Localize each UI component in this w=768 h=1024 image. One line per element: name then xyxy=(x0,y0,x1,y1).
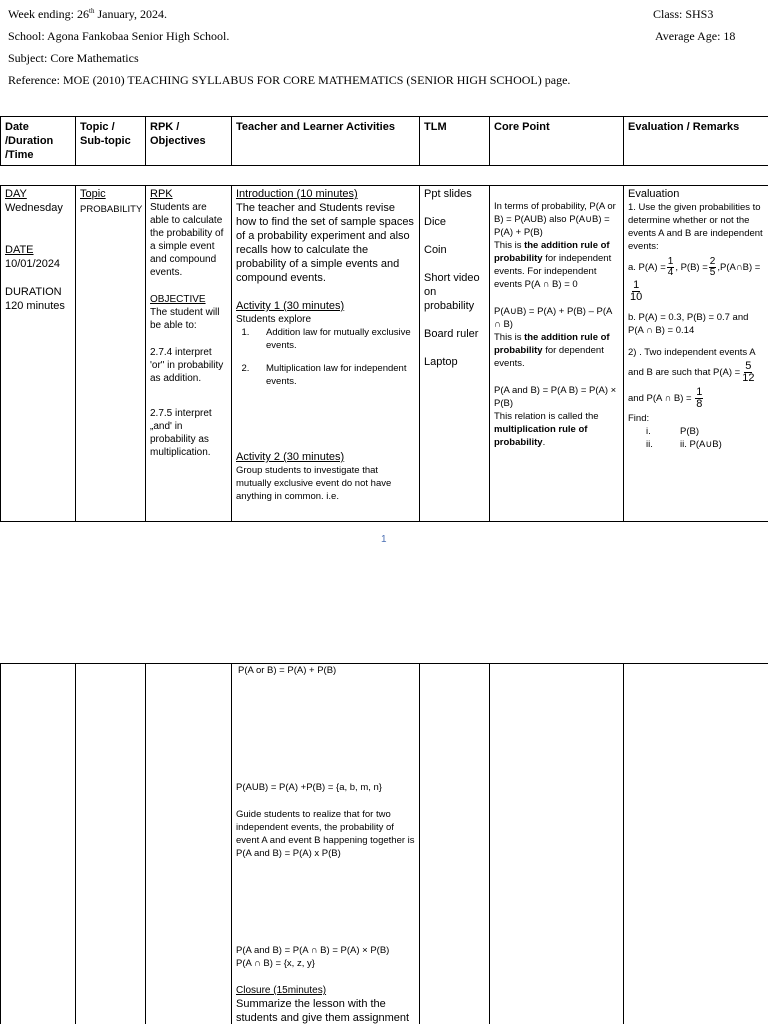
cont-date-cell xyxy=(1,664,76,1024)
duration-label: DURATION xyxy=(5,286,62,298)
eval-q1a xyxy=(628,257,764,303)
formula-a-and-b: P(A and B) = P(A ∩ B) = P(A) × P(B) xyxy=(236,945,390,956)
rpk-label: RPK xyxy=(150,188,173,200)
eval-q1a-prefix: a. P(A) = xyxy=(628,262,666,274)
core-point-cell xyxy=(490,186,624,522)
frac-b-den: 5 xyxy=(709,267,716,278)
activity2-label: Activity 2 (30 minutes) xyxy=(236,451,345,463)
tlm-item: Coin xyxy=(424,244,447,256)
activity1-intro: Students explore xyxy=(236,314,312,325)
eval-find-item-text: ii. P(A∪B) xyxy=(680,439,722,450)
topic-cell xyxy=(76,186,146,522)
eval-find-label: Find: xyxy=(628,413,650,424)
activity2-text: Group students to investigate that mutually exclusive event do not have anything in common. i.e. xyxy=(236,465,392,502)
day-label: DAY xyxy=(5,188,27,200)
week-ending-sup: th xyxy=(89,7,95,15)
cont-topic-cell xyxy=(76,664,146,1024)
col-activities-header: Teacher and Learner Activities xyxy=(232,117,420,166)
frac-c-den: 10 xyxy=(630,291,643,303)
core-p1-rule xyxy=(494,239,619,291)
eval-q1a-pab: ,P(A∩B) = xyxy=(717,262,761,274)
activity1-item: 1. Addition law for mutually exclusive events. xyxy=(252,326,415,352)
frac-e-den: 8 xyxy=(696,398,703,410)
eval-q1a-pb: , P(B) = xyxy=(675,262,708,274)
average-age-line: Average Age: 18 xyxy=(655,29,736,43)
objective-item-1: 2.7.4 interpret 'or" in probability as addition. xyxy=(150,347,224,384)
core-p3-rule-text: multiplication rule of probability xyxy=(494,424,588,448)
evaluation-cell xyxy=(624,186,768,522)
core-p2-formula: P(A∪B) = P(A) + P(B) – P(A ∩ B) xyxy=(494,306,612,330)
reference-line: Reference: MOE (2010) TEACHING SYLLABUS FOR CORE MATHEMATICS (SENIOR HIGH SCHOOL) page. xyxy=(8,73,571,87)
frac-e-num: 1 xyxy=(696,386,703,398)
frac-c xyxy=(629,280,643,303)
frac-a xyxy=(667,257,675,278)
formula-a-or-b: P(A or B) = P(A) + P(B) xyxy=(238,665,337,676)
rpk-text: Students are able to calculate the probability of a simple event and compound events. xyxy=(150,202,224,278)
core-p3-text: This relation is called the xyxy=(494,411,599,422)
activities-cell xyxy=(232,186,420,522)
duration-value: 120 minutes xyxy=(5,300,65,312)
eval-find-item xyxy=(646,438,764,451)
lesson-header-table xyxy=(0,116,768,166)
frac-d xyxy=(741,361,755,384)
closure-label: Closure (15minutes) xyxy=(236,985,327,996)
formula-a-cap-b: P(A ∩ B) = {x, z, y} xyxy=(236,958,315,969)
eval-q1b: b. P(A) = 0.3, P(B) = 0.7 and P(A ∩ B) = 0.14 xyxy=(628,312,749,336)
core-p1-bold: the addition rule of probability xyxy=(494,240,610,264)
col-evaluation-header: Evaluation / Remarks xyxy=(624,117,768,166)
school-line: School: Agona Fankobaa Senior High School. xyxy=(8,29,230,43)
eval-find-item-text: P(B) xyxy=(680,426,699,437)
frac-a-num: 1 xyxy=(667,256,674,267)
col-tlm-header: TLM xyxy=(420,117,490,166)
tlm-item: Laptop xyxy=(424,356,458,368)
objective-intro: The student will be able to: xyxy=(150,307,220,331)
eval-find-item-num: ii. xyxy=(646,439,653,450)
tlm-item: Ppt slides xyxy=(424,188,472,200)
cont-core-cell xyxy=(490,664,624,1024)
lesson-continuation-table xyxy=(0,663,768,1024)
tlm-item: Board ruler xyxy=(424,328,479,340)
intro-text: The teacher and Students revise how to find the set of sample spaces of a probability experiment and also recalls how to calculate the probability of a simple events and compound events. xyxy=(236,202,414,284)
frac-d-den: 12 xyxy=(742,372,755,384)
page-number: 1 xyxy=(381,534,387,545)
topic-label: Topic xyxy=(80,188,106,200)
formula-aub: P(AUB) = P(A) +P(B) = {a, b, m, n} xyxy=(236,782,382,793)
col-topic-header: Topic / Sub-topic xyxy=(76,117,146,166)
week-ending-suffix: January, 2024. xyxy=(94,7,168,21)
frac-e xyxy=(695,387,703,410)
core-p3-dot: . xyxy=(542,437,546,448)
frac-b-num: 2 xyxy=(709,256,716,267)
core-p1-post: for independent events. For independent events P(A ∩ B) = 0 xyxy=(494,253,612,290)
core-p2-post: for dependent events. xyxy=(494,345,604,369)
col-rpk-header: RPK / Objectives xyxy=(146,117,232,166)
rpk-cell xyxy=(146,186,232,522)
col-date-header: Date /Duration /Time xyxy=(1,117,76,166)
activity1-label: Activity 1 (30 minutes) xyxy=(236,300,345,312)
date-value: 10/01/2024 xyxy=(5,258,61,270)
cont-evaluation-cell xyxy=(624,664,768,1024)
day-value: Wednesday xyxy=(5,202,63,214)
objective-item-2: 2.7.5 interpret „and' in probability as multiplication. xyxy=(150,408,212,458)
eval-q2-prefix: 2) . Two independent events A and B are such that P(A) = xyxy=(628,347,756,379)
lesson-body-table xyxy=(0,185,768,522)
eval-find-list xyxy=(628,425,764,451)
frac-d-num: 5 xyxy=(745,360,752,372)
week-ending xyxy=(8,7,167,21)
date-cell xyxy=(1,186,76,522)
tlm-cell xyxy=(420,186,490,522)
guide-text: Guide students to realize that for two independent events, the probability of event A and event B happening together is P(A and B) = P(A) x P(B) xyxy=(236,809,415,859)
activity1-list xyxy=(252,326,415,388)
core-p2-pre: This is xyxy=(494,332,525,343)
date-label: DATE xyxy=(5,244,34,256)
week-ending-text: Week ending: 26 xyxy=(8,7,90,21)
eval-q1: 1. Use the given probabilities to determine whether or not the events A and B are independent events: xyxy=(628,202,763,252)
objective-label: OBJECTIVE xyxy=(150,294,206,305)
closure-text: Summarize the lesson with the students and give them assignment xyxy=(236,998,410,1024)
core-p3-rule xyxy=(494,423,619,449)
core-p2-bold: the addition rule of probability xyxy=(494,332,610,356)
eval-q2-and: and P(A ∩ B) = xyxy=(628,393,692,405)
col-core-header: Core Point xyxy=(490,117,624,166)
eval-find-item xyxy=(646,425,764,438)
evaluation-label: Evaluation xyxy=(628,188,680,200)
activity1-item: 2. Multiplication law for independent events. xyxy=(252,362,415,388)
core-p3-formula: P(A and B) = P(A B) = P(A) × P(B) xyxy=(494,385,617,409)
tlm-item: Short video on probability xyxy=(424,272,480,312)
cont-rpk-cell xyxy=(146,664,232,1024)
tlm-item: Dice xyxy=(424,216,447,228)
intro-label: Introduction (10 minutes) xyxy=(236,188,358,200)
frac-a-den: 4 xyxy=(667,267,674,278)
eval-find-item-num: i. xyxy=(646,426,651,437)
core-p1-formula: In terms of probability, P(A or B) = P(AUB) also P(A∪B) = P(A) + P(B) xyxy=(494,201,616,238)
cont-activities-cell xyxy=(232,664,420,1024)
eval-q2 xyxy=(628,345,764,410)
core-p1-pre: This is xyxy=(494,240,525,251)
frac-b xyxy=(709,257,717,278)
topic-value: PROBABILITY xyxy=(80,204,143,215)
frac-c-num: 1 xyxy=(633,279,640,291)
core-p2-rule xyxy=(494,331,619,370)
cont-tlm-cell xyxy=(420,664,490,1024)
class-line: Class: SHS3 xyxy=(653,7,714,21)
subject-line: Subject: Core Mathematics xyxy=(8,51,139,65)
